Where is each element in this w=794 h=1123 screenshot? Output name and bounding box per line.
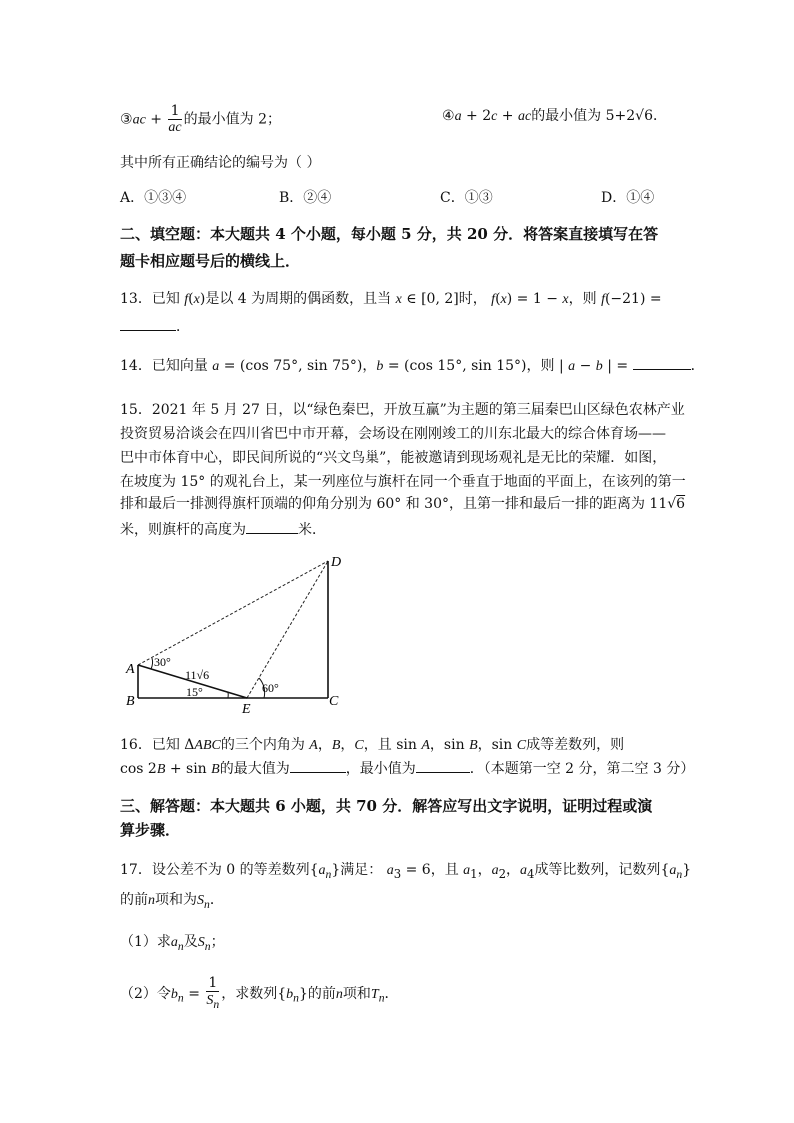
q16-number: 16．: [120, 737, 152, 753]
fraction-bn: $\frac{1}{S_n}$: [206, 975, 220, 1011]
q17-part1-b: 及: [183, 934, 198, 950]
q15-answer-blank[interactable]: [246, 521, 298, 534]
choice-c: C．①③: [440, 190, 493, 206]
q13-answer-blank[interactable]: [120, 318, 176, 331]
label-d: D: [331, 555, 342, 570]
q16-line2: cos 2B + sin B的最大值为 ，最小值为 ．（本题第一空 2 分，第二空 3 分）: [120, 761, 695, 777]
q15-line6-pre: 米，则旗杆的高度为: [120, 522, 246, 538]
line-ed: [247, 561, 328, 698]
q16-note: ．（本题第一空 2 分，第二空 3 分）: [469, 761, 695, 777]
angle-label-e: 60°: [262, 681, 279, 695]
q15-line2: 投资贸易洽谈会在四川省巴中市开幕，会场设在刚刚竣工的川东北最大的综合体育场——: [120, 426, 666, 442]
option-4-tail: 的最小值为 5+2√6．: [531, 108, 668, 124]
q17-text-d: 成等比数列，记数列: [534, 862, 661, 878]
option-4: ④a + 2c + ac的最小值为 5+2√6．: [442, 108, 668, 124]
label-c: C: [329, 694, 339, 709]
line-ad: [138, 561, 328, 665]
q15-line6-post: 米．: [298, 522, 326, 538]
q16-line1: 16．已知 ΔABC的三个内角为 A，B，C，且 sin A，sin B，sin C成等差数列，则: [120, 737, 625, 753]
q16-mid: 的三个内角为: [220, 737, 305, 753]
q17-part2-c: 的前: [307, 985, 336, 1002]
choice-d: D．①④: [601, 190, 655, 206]
q14-end: ．: [690, 358, 705, 374]
q13-end: ．: [176, 319, 190, 335]
section2-heading-line2: 题卡相应题号后的横线上．: [120, 252, 301, 270]
q14-line: 14．已知向量 a = (cos 75°, sin 75°)，b = (cos 15°, sin 15°)，则 | a − b | = ．: [120, 358, 705, 374]
q17-part2-d: 项和: [342, 985, 371, 1002]
q17-part2-b: ，求数列: [221, 985, 278, 1002]
q13-mid1: 是以 4 为周期的偶函数，且当: [205, 291, 392, 307]
q15-line4: 在坡度为 15° 的观礼台上，某一列座位与旗杆在同一个垂直于地面的平面上，在该列的第一: [120, 474, 686, 490]
slope-label: 15°: [186, 685, 203, 699]
q16-max-blank[interactable]: [290, 760, 346, 773]
label-b: B: [126, 694, 135, 709]
q15-line5: 排和最后一排测得旗杆顶端的仰角分别为 60° 和 30°，且第一排和最后一排的距离为 11√6: [120, 496, 686, 512]
q13-mid3: ，则: [568, 291, 597, 307]
q13-pre: 已知: [151, 291, 180, 307]
q17-text-a: 17．设公差不为 0 的等差数列: [120, 862, 310, 878]
q15-line5-text: 排和最后一排测得旗杆顶端的仰角分别为 60° 和 30°，且第一排和最后一排的距离为 11: [120, 496, 668, 512]
q17-line1: 17．设公差不为 0 的等差数列$\{a_n\}$满足： $a_3 = 6$，且 $a_1$，$a_2$，$a_4$成等比数列，记数列$\{a_n\}$: [120, 862, 692, 881]
q17-text-e: 的前: [120, 892, 148, 908]
label-e: E: [242, 702, 251, 714]
section3-heading-line1: 三、解答题：本大题共 6 小题，共 70 分．解答应写出文字说明，证明过程或演: [120, 797, 653, 815]
q17-part2-a: （2）令: [120, 985, 171, 1002]
q14-answer-blank[interactable]: [633, 357, 691, 370]
length-label: 11√6: [185, 668, 210, 682]
q13-mid2: 时，: [458, 291, 487, 307]
q16-max-label: 的最大值为: [219, 761, 290, 777]
q15-line6: [120, 520, 326, 540]
q13-line2: [120, 317, 190, 337]
q12-prompt: 其中所有正确结论的编号为（ ）: [120, 155, 321, 171]
q13-number: 13．: [120, 291, 152, 307]
option-3-tail: 的最小值为 2；: [183, 111, 281, 128]
label-a: A: [126, 662, 135, 677]
q16-post: 成等差数列，则: [526, 737, 625, 753]
q13-line1: 13．已知 f(x)是以 4 为周期的偶函数，且当 x ∈ [0, 2]时， f(x) = 1 − x，则 f(−21) =: [120, 291, 662, 307]
angle-arc-a: [151, 658, 153, 669]
q17-part1: （1）求$a_n$及$S_n$；: [120, 934, 225, 953]
choice-b: B．②④: [279, 190, 332, 206]
option-3: ③ac + $\frac{1}{ac}$ 的最小值为 2；: [120, 103, 281, 135]
fraction: $\frac{1}{ac}$: [168, 103, 182, 135]
q17-part2: （2）令$b_n$ = $\frac{1}{S_n}$ ，求数列$\{b_n\}$的前n项和$T_n$．: [120, 975, 399, 1011]
q16-min-label: ，最小值为: [345, 761, 416, 777]
q16-pre: 已知: [151, 737, 180, 753]
q15-line1: 15．2021 年 5 月 27 日，以“绿色秦巴，开放互赢”为主题的第三届秦巴山区绿色农林产业: [120, 402, 685, 418]
q14-number: 14．: [120, 358, 152, 374]
q17-text-f: 项和为: [155, 892, 197, 908]
section3-heading-line2: 算步骤．: [120, 821, 181, 839]
q17-line2: 的前n项和为$S_n$．: [120, 892, 224, 911]
q17-part1-a: （1）求: [120, 934, 171, 950]
q15-line3: 巴中市体育中心，即民间所说的“兴文鸟巢”，能被邀请到现场观礼是无比的荣耀．如图，: [120, 450, 667, 466]
angle-label-a: 30°: [154, 655, 171, 669]
q14-pre: 已知向量: [151, 358, 208, 374]
choice-a: A．①③④: [120, 190, 187, 206]
section2-heading-line1: 二、填空题：本大题共 4 个小题，每小题 5 分，共 20 分．将答案直接填写在答: [120, 225, 659, 243]
flagpole-figure: [118, 548, 358, 714]
q16-min-blank[interactable]: [416, 760, 470, 773]
q17-text-c: ，且: [430, 862, 459, 878]
q14-mid: ，则: [526, 358, 555, 374]
q17-text-b: 满足：: [340, 862, 383, 878]
